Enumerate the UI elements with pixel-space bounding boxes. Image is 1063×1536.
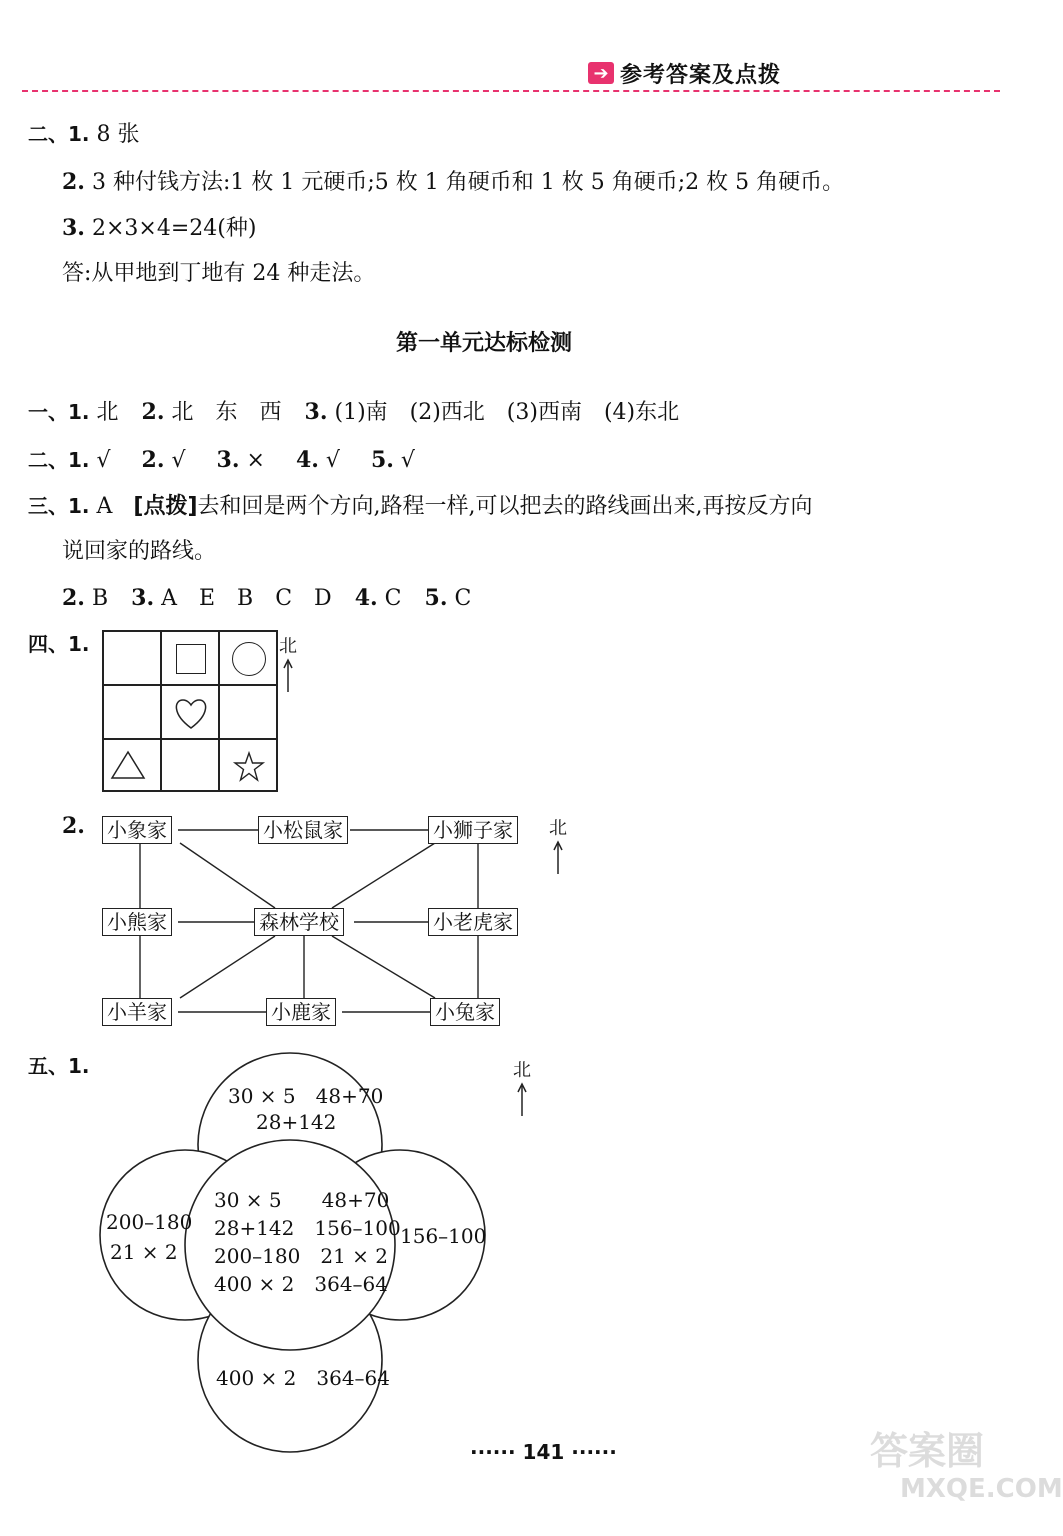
square-icon bbox=[176, 644, 206, 674]
q2-1-line bbox=[28, 120, 140, 149]
north-arrow-icon bbox=[510, 1082, 534, 1118]
north-label: 北 bbox=[279, 636, 297, 657]
bottom-line1: 400 × 2 364–64 bbox=[216, 1366, 390, 1390]
grid-cell bbox=[161, 739, 219, 791]
answer-text: C bbox=[384, 586, 402, 611]
question-number: 2. bbox=[62, 169, 85, 195]
hint-label: [点拨] bbox=[133, 494, 198, 519]
north-label: 北 bbox=[513, 1060, 531, 1081]
north-label: 北 bbox=[549, 818, 567, 839]
forest-map bbox=[100, 810, 530, 1030]
north-arrow-icon bbox=[546, 840, 570, 876]
question-number: 四、1. bbox=[28, 632, 90, 656]
unit-title: 第一单元达标检测 bbox=[396, 331, 573, 356]
house-lion: 小狮子家 bbox=[428, 816, 518, 844]
left-line1: 200–180 bbox=[106, 1210, 193, 1234]
house-bear: 小熊家 bbox=[102, 908, 172, 936]
page-number: ······ 141 ······ bbox=[470, 1440, 617, 1464]
right-line1: 156–100 bbox=[400, 1224, 487, 1248]
watermark-logo: 答案圈 bbox=[870, 1429, 985, 1473]
north-indicator bbox=[510, 1056, 534, 1123]
question-number: 2. bbox=[62, 813, 85, 839]
grid-cell bbox=[103, 739, 161, 791]
q2-3-line bbox=[62, 214, 256, 243]
north-arrow-icon bbox=[276, 658, 300, 694]
answer-text: 2×3×4=24(种) bbox=[91, 216, 257, 241]
question-number: 二、1. bbox=[28, 448, 90, 472]
heart-icon bbox=[162, 686, 220, 740]
question-number: 2. bbox=[141, 447, 165, 473]
house-rabbit: 小兔家 bbox=[430, 998, 500, 1026]
triangle-icon bbox=[104, 740, 162, 792]
part4-number bbox=[28, 630, 90, 659]
answer-text: × bbox=[246, 448, 265, 473]
header-divider bbox=[22, 90, 1000, 92]
grid-cell bbox=[219, 631, 277, 685]
answer-text: A E B C D bbox=[161, 586, 332, 611]
part3-line3 bbox=[62, 584, 471, 613]
left-line2: 21 × 2 bbox=[110, 1240, 178, 1264]
answer-text: B bbox=[91, 586, 109, 611]
answer-text: A bbox=[96, 494, 113, 519]
grid-cell bbox=[219, 685, 277, 739]
center-line4: 400 × 2 364–64 bbox=[214, 1272, 388, 1296]
answer-text: √ bbox=[400, 448, 415, 473]
top-line2: 28+142 bbox=[256, 1110, 337, 1134]
question-number: 3. bbox=[304, 399, 328, 425]
grid-cell bbox=[103, 685, 161, 739]
house-sheep: 小羊家 bbox=[102, 998, 172, 1026]
question-number: 五、1. bbox=[28, 1054, 90, 1078]
grid-cell bbox=[161, 685, 219, 739]
center-line2: 28+142 156–100 bbox=[214, 1216, 401, 1240]
answer-line: 答:从甲地到丁地有 24 种走法。 bbox=[62, 261, 376, 286]
center-line1: 30 × 5 48+70 bbox=[214, 1188, 390, 1212]
house-elephant: 小象家 bbox=[102, 816, 172, 844]
question-number: 二、1. bbox=[28, 122, 90, 146]
answer-text: √ bbox=[96, 448, 111, 473]
answer-text: √ bbox=[171, 448, 186, 473]
question-number: 三、1. bbox=[28, 494, 90, 518]
answer-text: C bbox=[454, 586, 472, 611]
question-number: 4. bbox=[295, 447, 319, 473]
question-number: 3. bbox=[216, 447, 240, 473]
question-number: 2. bbox=[62, 585, 85, 611]
question-number: 5. bbox=[424, 585, 448, 611]
star-icon bbox=[220, 740, 278, 792]
grid-cell bbox=[161, 631, 219, 685]
answer-text: √ bbox=[325, 448, 340, 473]
answer-text: 北 bbox=[96, 400, 119, 425]
grid-cell bbox=[103, 631, 161, 685]
house-deer: 小鹿家 bbox=[266, 998, 336, 1026]
answer-text: (1)南 (2)西北 (3)西南 (4)东北 bbox=[334, 400, 680, 425]
grid-cell bbox=[219, 739, 277, 791]
answer-text: 8 张 bbox=[96, 122, 140, 147]
top-line1: 30 × 5 48+70 bbox=[228, 1084, 384, 1108]
house-tiger: 小老虎家 bbox=[428, 908, 518, 936]
watermark-url: MXQE.COM bbox=[900, 1474, 1063, 1504]
question-number: 2. bbox=[141, 399, 165, 425]
header-title: 参考答案及点拨 bbox=[620, 62, 782, 88]
part5-number bbox=[28, 1052, 90, 1081]
north-indicator bbox=[546, 814, 570, 881]
forest-school: 森林学校 bbox=[254, 908, 344, 936]
hint-text: 去和回是两个方向,路程一样,可以把去的路线画出来,再按反方向 bbox=[197, 494, 813, 519]
question-number: 一、1. bbox=[28, 400, 90, 424]
question-number: 5. bbox=[370, 447, 394, 473]
q2-2-line bbox=[62, 168, 844, 197]
symbol-grid bbox=[102, 630, 278, 792]
page-header bbox=[588, 56, 781, 90]
circle-icon bbox=[232, 642, 266, 676]
part2-line bbox=[28, 446, 415, 475]
question-number: 3. bbox=[131, 585, 155, 611]
question-number: 3. bbox=[62, 215, 85, 241]
house-squirrel: 小松鼠家 bbox=[258, 816, 348, 844]
answer-text: 3 种付钱方法:1 枚 1 元硬币;5 枚 1 角硬币和 1 枚 5 角硬币;2 枚 5 角硬币。 bbox=[91, 170, 845, 195]
part4-2-number bbox=[62, 812, 85, 841]
part1-line bbox=[28, 398, 679, 427]
center-line3: 200–180 21 × 2 bbox=[214, 1244, 388, 1268]
question-number: 4. bbox=[354, 585, 378, 611]
flower-diagram bbox=[100, 1060, 490, 1420]
north-indicator bbox=[276, 632, 300, 699]
part3-line2: 说回家的路线。 bbox=[62, 539, 217, 564]
part3-line1 bbox=[28, 492, 813, 521]
answer-text: 北 东 西 bbox=[171, 400, 282, 425]
arrow-icon: ➔ bbox=[588, 62, 614, 84]
